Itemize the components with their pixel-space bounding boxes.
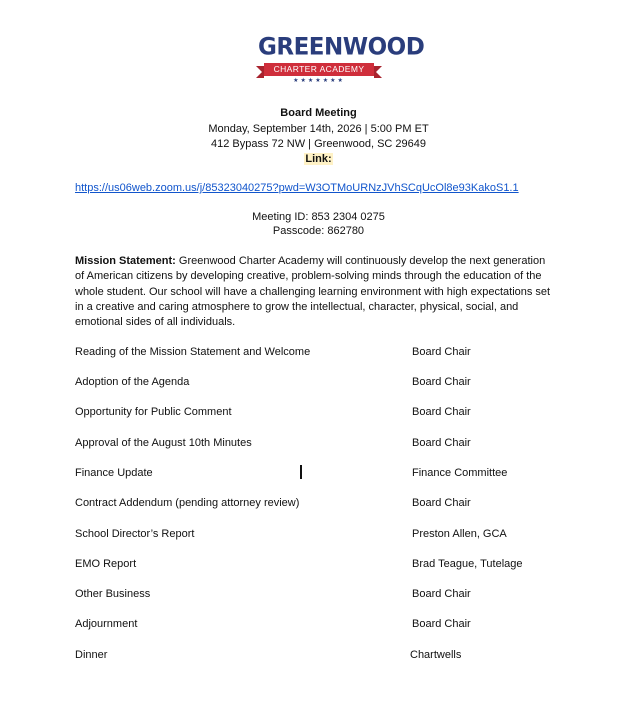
agenda-item: Opportunity for Public Comment xyxy=(75,406,232,418)
agenda-item: Adoption of the Agenda xyxy=(75,376,190,388)
agenda-owner: Brad Teague, Tutelage xyxy=(412,558,523,570)
zoom-link[interactable]: https://us06web.zoom.us/j/85323040275?pwd=W3OTMoURNzJVhSCqUcOl8e93KakoS1.1 xyxy=(75,182,519,194)
meeting-passcode: Passcode: 862780 xyxy=(272,225,365,237)
meeting-datetime: Monday, September 14th, 2026 | 5:00 PM ET xyxy=(208,123,429,135)
agenda-item: Reading of the Mission Statement and Welcome xyxy=(75,346,311,358)
agenda-item: EMO Report xyxy=(75,558,137,570)
agenda-owner: Board Chair xyxy=(412,346,471,358)
logo-ribbon: CHARTER ACADEMY xyxy=(264,63,374,76)
agenda-item: Approval of the August 10th Minutes xyxy=(75,437,252,449)
logo-stars: ★★★★★★★ xyxy=(293,78,345,84)
agenda-owner: Board Chair xyxy=(412,437,471,449)
mission-text: Greenwood Charter Academy will continuously develop the next generation of American citizens by developing creative, problem-solving minds through the education of the whole student. Our school will have a challenging learning environment with high expectations set in a creative and caring atmosphere to grow the intellectual, character, physical, social, and emotional sides of all individuals. xyxy=(75,255,551,329)
agenda-item: Dinner xyxy=(75,649,108,661)
link-label-row xyxy=(0,153,637,165)
agenda-owner: Board Chair xyxy=(412,497,471,509)
agenda-item: School Director’s Report xyxy=(75,528,195,540)
agenda-item: Adjournment xyxy=(75,618,138,630)
agenda-owner: Board Chair xyxy=(412,618,471,630)
meeting-title: Board Meeting xyxy=(280,107,357,119)
agenda-item: Finance Update xyxy=(75,467,153,479)
mission-statement xyxy=(75,254,555,330)
agenda-owner: Preston Allen, GCA xyxy=(412,528,507,540)
school-logo xyxy=(258,33,425,86)
logo-wordmark: GREENWOOD xyxy=(258,33,425,61)
text-cursor xyxy=(300,465,302,479)
agenda-owner: Board Chair xyxy=(412,406,471,418)
mission-label: Mission Statement: xyxy=(75,255,176,267)
meeting-id: Meeting ID: 853 2304 0275 xyxy=(252,211,385,223)
agenda-owner: Board Chair xyxy=(412,588,471,600)
meeting-address: 412 Bypass 72 NW | Greenwood, SC 29649 xyxy=(210,138,427,150)
agenda-owner: Chartwells xyxy=(410,649,462,661)
agenda-item: Other Business xyxy=(75,588,151,600)
agenda-owner: Finance Committee xyxy=(412,467,508,479)
agenda-owner: Board Chair xyxy=(412,376,471,388)
link-label: Link: xyxy=(305,153,332,165)
agenda-item: Contract Addendum (pending attorney review) xyxy=(75,497,300,509)
